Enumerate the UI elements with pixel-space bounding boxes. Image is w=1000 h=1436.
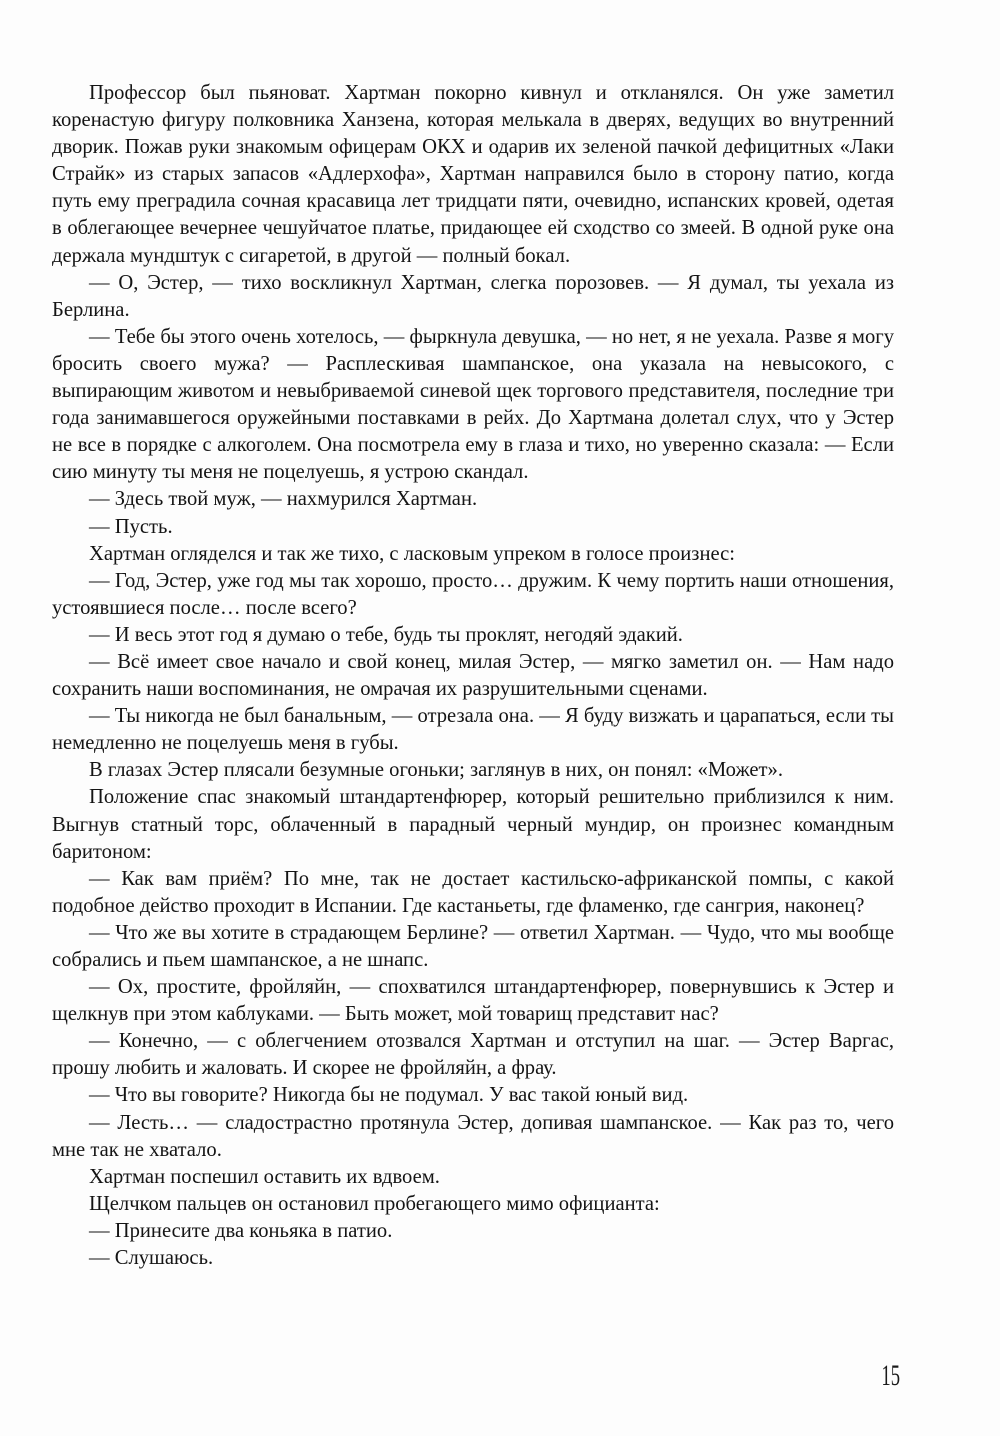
paragraph: — Конечно, — с облегчением отозвался Хартман и отступил на шаг. — Эстер Варгас, прошу любить и жаловать. И скорее не фройляйн, а фрау.	[52, 1030, 894, 1080]
paragraph: — О, Эстер, — тихо воскликнул Хартман, слегка порозовев. — Я думал, ты уехала из Берлина.	[52, 271, 894, 321]
page-number: 15	[881, 1359, 900, 1392]
paragraph: Профессор был пьяноват. Хартман покорно кивнул и откланялся. Он уже заметил коренастую фигуру полковника Ханзена, которая мелькала в дверях, ведущих во внутренний дворик. Пожав руки знакомым офицерам ОКХ и одарив их зеленой пачкой дефицитных «Лаки Страйк» из старых запасов «Адлерхофа», Хартман направился было в сторону патио, когда путь ему преградила сочная красавица лет тридцати пяти, очевидно, испанских кровей, одетая в облегающее вечернее чешуйчатое платье, придающее ей сходство со змеей. В одной руке она держала мундштук с сигаретой, в другой — полный бокал.	[52, 82, 894, 267]
paragraph: — Здесь твой муж, — нахмурился Хартман.	[89, 488, 478, 511]
paragraph: — Ты никогда не был банальным, — отрезала она. — Я буду визжать и царапаться, если ты немедленно не поцелуешь меня в губы.	[52, 705, 894, 755]
paragraph: Хартман огляделся и так же тихо, с ласковым упреком в голосе произнес:	[89, 542, 735, 565]
paragraph: В глазах Эстер плясали безумные огоньки; заглянув в них, он понял: «Может».	[89, 759, 783, 782]
paragraph: — Ох, простите, фройляйн, — спохватился штандартенфюрер, повернувшись к Эстер и щелкнув при этом каблуками. — Быть может, мой товарищ представит нас?	[52, 976, 894, 1026]
paragraph: Хартман поспешил оставить их вдвоем.	[89, 1165, 440, 1188]
paragraph: — Всё имеет свое начало и свой конец, милая Эстер, — мягко заметил он. — Нам надо сохранить наши воспоминания, не омрачая их разрушительными сценами.	[52, 650, 894, 701]
paragraph: — Что же вы хотите в страдающем Берлине? — ответил Хартман. — Чудо, что мы вообще собрались и пьем шампанское, а не шнапс.	[52, 921, 894, 971]
paragraph: — Как вам приём? По мне, так не достает кастильско-африканской помпы, с какой подобное действо проходит в Испании. Где кастаньеты, где фламенко, где сангрия, наконец?	[52, 867, 894, 917]
paragraph: — Что вы говорите? Никогда бы не подумал. У вас такой юный вид.	[89, 1084, 689, 1107]
body-text	[52, 80, 894, 1272]
paragraph: — Тебе бы этого очень хотелось, — фыркнула девушка, — но нет, я не уехала. Разве я могу бросить своего мужа? — Расплескивая шампанское, она указала на невысокого, с выпирающим животом и невыбриваемой синевой щек торгового представителя, последние три года занимавшегося оружейными поставками в рейх. До Хартмана долетал слух, что у Эстер не все в порядке с алкоголем. Она посмотрела ему в глаза и тихо, но уверенно сказала: — Если сию минуту ты меня не поцелуешь, я устрою скандал.	[52, 325, 894, 484]
paragraph: — Принесите два коньяка в патио.	[89, 1219, 393, 1242]
paragraph: Щелчком пальцев он остановил пробегающего мимо официанта:	[89, 1192, 660, 1215]
paragraph: — Пусть.	[89, 515, 173, 538]
paragraph: — Лесть… — сладострастно протянула Эстер, допивая шампанское. — Как раз то, чего мне так не хватало.	[52, 1111, 894, 1161]
paragraph: — Слушаюсь.	[89, 1247, 214, 1270]
paragraph: — И весь этот год я думаю о тебе, будь ты проклят, негодяй эдакий.	[89, 623, 683, 646]
paragraph: — Год, Эстер, уже год мы так хорошо, просто… дружим. К чему портить наши отношения, устоявшиеся после… после всего?	[52, 569, 894, 619]
paragraph: Положение спас знакомый штандартенфюрер, который решительно приблизился к ним. Выгнув статный торс, облаченный в парадный черный мундир, он произнес командным баритоном:	[52, 786, 894, 863]
